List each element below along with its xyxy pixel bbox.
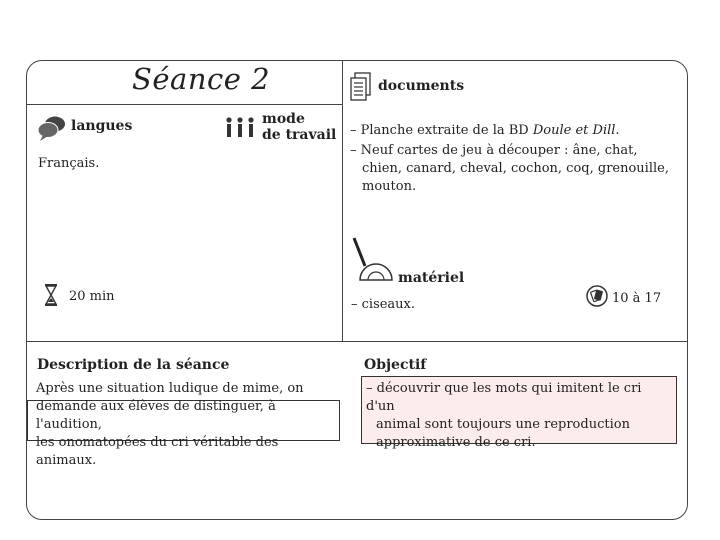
divider-header [26,104,342,105]
documents-list [350,122,675,198]
pencil-protractor-icon [352,236,396,282]
divider-middle [26,341,688,342]
cards-value: 10 à 17 [612,291,662,306]
description-text [36,380,341,470]
duration-value: 20 min [69,289,115,304]
cards-icon [586,285,608,307]
document-pages-icon [350,72,372,102]
description-line: demande aux élèves de distinguer, à l'audition, [36,399,276,432]
document-item: – Neuf cartes de jeu à découper : âne, chat, chien, canard, cheval, cochon, coq, grenouille, mouton. [350,143,669,194]
people-group-icon [225,116,255,138]
documents-label: documents [378,78,465,94]
objective-line: approximative de ce cri. [376,435,536,450]
work-mode-label-line2: de travail [262,127,337,143]
description-label: Description de la séance [37,357,230,373]
materiel-label: matériel [398,270,465,286]
hourglass-icon [44,284,58,306]
description-line: les onomatopées du cri véritable des animaux. [36,435,279,468]
work-mode-label [262,111,336,143]
objective-line: – découvrir que les mots qui imitent le cri d'un [366,381,642,414]
languages-label: langues [71,118,133,134]
objective-text [366,380,674,452]
work-mode-label-line1: mode [262,111,305,127]
session-title: Séance 2 [132,62,271,96]
objective-line: animal sont toujours une reproduction [376,417,630,432]
speech-bubbles-icon [37,115,67,141]
languages-value: Français. [38,156,100,171]
objective-label: Objectif [364,357,427,373]
description-line: Après une situation ludique de mime, on [36,381,304,396]
document-item: – Planche extraite de la BD Doule et Dill. [350,123,620,138]
divider-vertical [342,61,343,341]
materiel-value: – ciseaux. [351,297,416,312]
